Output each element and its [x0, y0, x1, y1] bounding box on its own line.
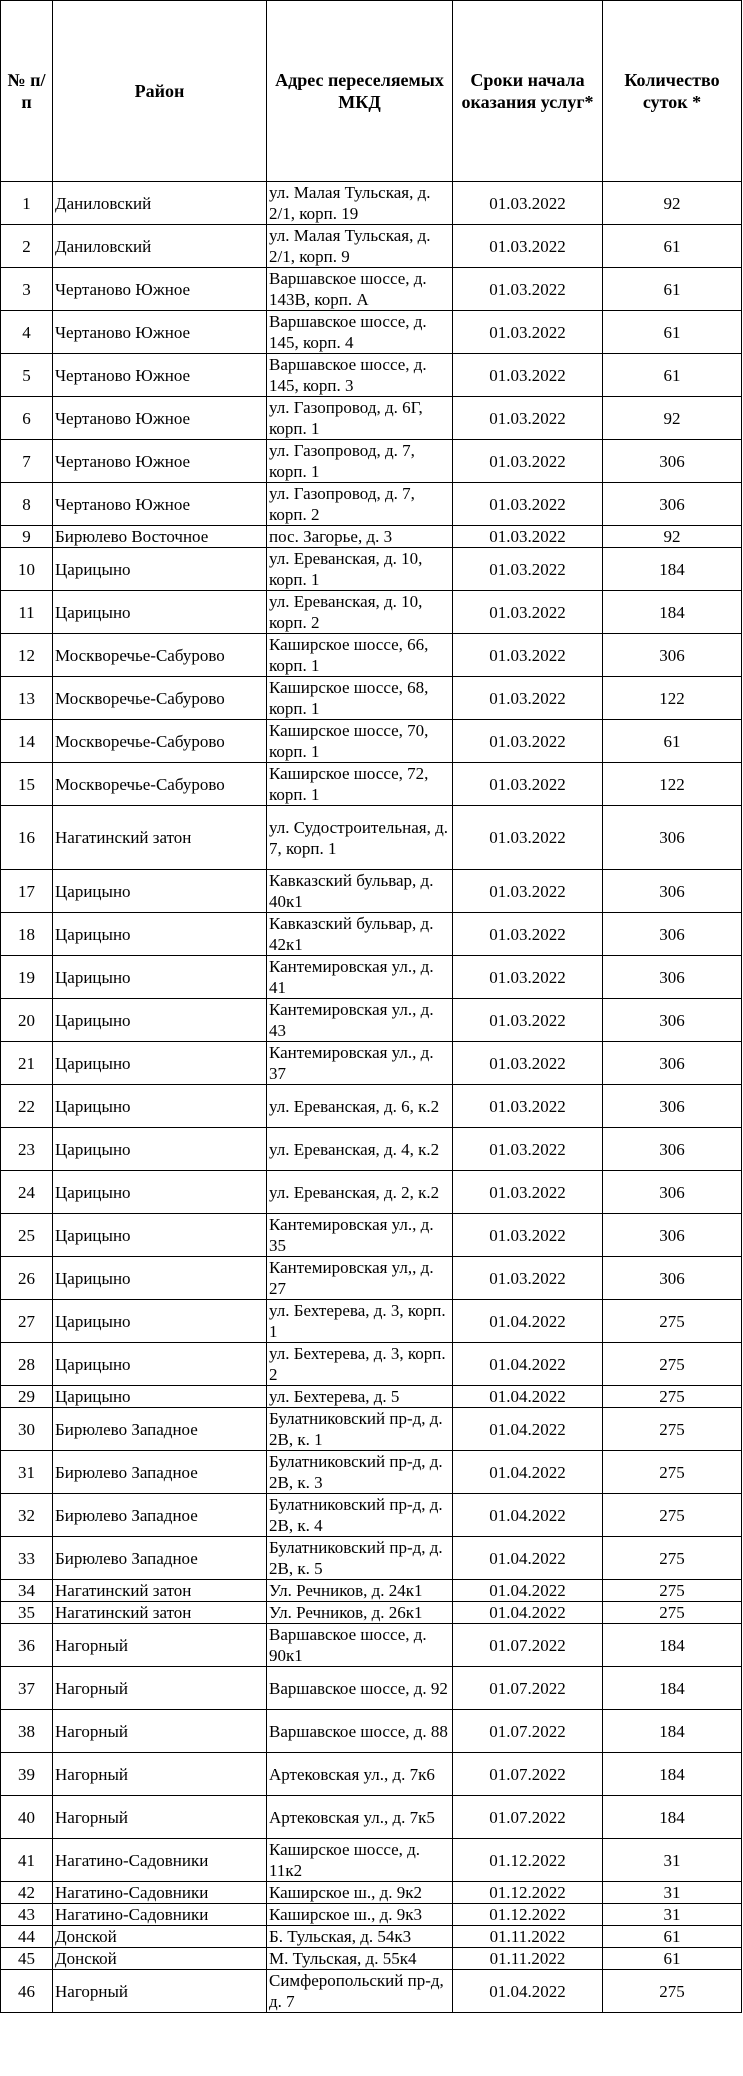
row-days: 31 [603, 1839, 742, 1882]
row-address: Булатниковский пр-д, д. 2В, к. 3 [267, 1451, 453, 1494]
row-start-date: 01.04.2022 [453, 1580, 603, 1602]
row-district: Царицыно [53, 913, 267, 956]
row-number: 6 [1, 397, 53, 440]
row-number: 40 [1, 1796, 53, 1839]
row-address: Симферопольский пр-д, д. 7 [267, 1970, 453, 2013]
row-number: 2 [1, 225, 53, 268]
row-district: Нагатино-Садовники [53, 1882, 267, 1904]
row-days: 61 [603, 1926, 742, 1948]
row-days: 306 [603, 956, 742, 999]
row-days: 306 [603, 1257, 742, 1300]
row-start-date: 01.11.2022 [453, 1926, 603, 1948]
row-address: пос. Загорье, д. 3 [267, 526, 453, 548]
row-address: Артековская ул., д. 7к5 [267, 1796, 453, 1839]
table-row [1, 1300, 742, 1343]
row-district: Москворечье-Сабурово [53, 677, 267, 720]
row-start-date: 01.04.2022 [453, 1602, 603, 1624]
row-number: 28 [1, 1343, 53, 1386]
row-district: Царицыно [53, 1042, 267, 1085]
row-address: ул. Ереванская, д. 10, корп. 1 [267, 548, 453, 591]
table-row [1, 1408, 742, 1451]
row-address: ул. Газопровод, д. 7, корп. 1 [267, 440, 453, 483]
row-address: Варшавское шоссе, д. 92 [267, 1667, 453, 1710]
row-start-date: 01.03.2022 [453, 526, 603, 548]
row-district: Нагатинский затон [53, 806, 267, 870]
row-number: 30 [1, 1408, 53, 1451]
row-start-date: 01.03.2022 [453, 440, 603, 483]
row-address: Каширское шоссе, 68, корп. 1 [267, 677, 453, 720]
row-number: 31 [1, 1451, 53, 1494]
row-number: 22 [1, 1085, 53, 1128]
row-days: 306 [603, 1214, 742, 1257]
row-days: 92 [603, 182, 742, 225]
row-number: 44 [1, 1926, 53, 1948]
row-start-date: 01.07.2022 [453, 1667, 603, 1710]
row-days: 61 [603, 720, 742, 763]
row-district: Нагорный [53, 1667, 267, 1710]
table-row [1, 1537, 742, 1580]
row-days: 275 [603, 1580, 742, 1602]
row-start-date: 01.04.2022 [453, 1343, 603, 1386]
row-district: Даниловский [53, 225, 267, 268]
table-row [1, 1904, 742, 1926]
row-days: 61 [603, 311, 742, 354]
row-district: Царицыно [53, 1128, 267, 1171]
row-district: Донской [53, 1948, 267, 1970]
row-district: Нагорный [53, 1970, 267, 2013]
table-row [1, 1386, 742, 1408]
row-number: 38 [1, 1710, 53, 1753]
row-address: ул. Ереванская, д. 10, корп. 2 [267, 591, 453, 634]
header-address: Адрес переселяемых МКД [267, 1, 453, 182]
row-district: Чертаново Южное [53, 311, 267, 354]
row-number: 7 [1, 440, 53, 483]
row-number: 20 [1, 999, 53, 1042]
row-address: Кантемировская ул., д. 43 [267, 999, 453, 1042]
table-row [1, 311, 742, 354]
row-start-date: 01.03.2022 [453, 591, 603, 634]
table-row [1, 1948, 742, 1970]
row-district: Чертаново Южное [53, 354, 267, 397]
row-address: Булатниковский пр-д, д. 2В, к. 1 [267, 1408, 453, 1451]
table-row [1, 1257, 742, 1300]
row-district: Нагорный [53, 1624, 267, 1667]
row-days: 275 [603, 1537, 742, 1580]
row-number: 46 [1, 1970, 53, 2013]
row-number: 42 [1, 1882, 53, 1904]
row-days: 61 [603, 225, 742, 268]
row-start-date: 01.03.2022 [453, 548, 603, 591]
row-district: Нагатинский затон [53, 1580, 267, 1602]
row-days: 306 [603, 1042, 742, 1085]
row-address: Каширское ш., д. 9к3 [267, 1904, 453, 1926]
row-district: Царицыно [53, 591, 267, 634]
row-district: Царицыно [53, 1085, 267, 1128]
header-days: Количество суток * [603, 1, 742, 182]
row-address: Каширское шоссе, 70, корп. 1 [267, 720, 453, 763]
row-address: ул. Малая Тульская, д. 2/1, корп. 19 [267, 182, 453, 225]
row-days: 275 [603, 1386, 742, 1408]
row-number: 41 [1, 1839, 53, 1882]
row-days: 31 [603, 1882, 742, 1904]
header-num: № п/п [1, 1, 53, 182]
row-number: 37 [1, 1667, 53, 1710]
row-days: 184 [603, 1710, 742, 1753]
row-start-date: 01.03.2022 [453, 1128, 603, 1171]
row-start-date: 01.04.2022 [453, 1537, 603, 1580]
table-row [1, 1171, 742, 1214]
row-address: М. Тульская, д. 55к4 [267, 1948, 453, 1970]
table-row [1, 526, 742, 548]
row-district: Чертаново Южное [53, 483, 267, 526]
row-address: Каширское ш., д. 9к2 [267, 1882, 453, 1904]
row-days: 275 [603, 1300, 742, 1343]
row-start-date: 01.07.2022 [453, 1753, 603, 1796]
table-row [1, 397, 742, 440]
row-district: Царицыно [53, 1171, 267, 1214]
row-number: 17 [1, 870, 53, 913]
row-number: 32 [1, 1494, 53, 1537]
row-days: 275 [603, 1451, 742, 1494]
row-district: Царицыно [53, 1343, 267, 1386]
row-address: Кантемировская ул., д. 35 [267, 1214, 453, 1257]
row-address: Булатниковский пр-д, д. 2В, к. 4 [267, 1494, 453, 1537]
row-start-date: 01.04.2022 [453, 1408, 603, 1451]
row-number: 26 [1, 1257, 53, 1300]
row-days: 275 [603, 1343, 742, 1386]
row-district: Донской [53, 1926, 267, 1948]
row-number: 15 [1, 763, 53, 806]
row-address: ул. Бехтерева, д. 3, корп. 1 [267, 1300, 453, 1343]
row-days: 61 [603, 1948, 742, 1970]
row-days: 61 [603, 268, 742, 311]
row-address: ул. Бехтерева, д. 5 [267, 1386, 453, 1408]
table-row [1, 548, 742, 591]
table-row [1, 1839, 742, 1882]
table-row [1, 634, 742, 677]
row-days: 184 [603, 548, 742, 591]
row-start-date: 01.11.2022 [453, 1948, 603, 1970]
header-district: Район [53, 1, 267, 182]
row-address: Кавказский бульвар, д. 42к1 [267, 913, 453, 956]
row-number: 13 [1, 677, 53, 720]
row-district: Чертаново Южное [53, 397, 267, 440]
row-days: 92 [603, 526, 742, 548]
row-days: 306 [603, 999, 742, 1042]
row-start-date: 01.03.2022 [453, 1257, 603, 1300]
table-row [1, 1128, 742, 1171]
row-start-date: 01.04.2022 [453, 1494, 603, 1537]
table-row [1, 1214, 742, 1257]
table-row [1, 720, 742, 763]
row-address: Каширское шоссе, 66, корп. 1 [267, 634, 453, 677]
row-days: 306 [603, 483, 742, 526]
row-district: Нагорный [53, 1710, 267, 1753]
row-start-date: 01.03.2022 [453, 913, 603, 956]
row-district: Царицыно [53, 1386, 267, 1408]
row-start-date: 01.03.2022 [453, 483, 603, 526]
row-days: 275 [603, 1970, 742, 2013]
row-number: 8 [1, 483, 53, 526]
row-start-date: 01.03.2022 [453, 806, 603, 870]
table-row [1, 182, 742, 225]
header-start-date: Сроки начала оказания услуг* [453, 1, 603, 182]
row-district: Нагатино-Садовники [53, 1904, 267, 1926]
row-district: Нагатинский затон [53, 1602, 267, 1624]
row-address: Кантемировская ул., д. 37 [267, 1042, 453, 1085]
row-number: 36 [1, 1624, 53, 1667]
row-district: Царицыно [53, 870, 267, 913]
row-district: Нагорный [53, 1753, 267, 1796]
row-address: ул. Бехтерева, д. 3, корп. 2 [267, 1343, 453, 1386]
table-row [1, 870, 742, 913]
row-address: Варшавское шоссе, д. 145, корп. 3 [267, 354, 453, 397]
row-district: Бирюлево Западное [53, 1494, 267, 1537]
row-number: 29 [1, 1386, 53, 1408]
row-number: 43 [1, 1904, 53, 1926]
row-district: Бирюлево Западное [53, 1408, 267, 1451]
row-start-date: 01.04.2022 [453, 1970, 603, 2013]
row-number: 45 [1, 1948, 53, 1970]
row-number: 33 [1, 1537, 53, 1580]
row-address: ул. Малая Тульская, д. 2/1, корп. 9 [267, 225, 453, 268]
row-start-date: 01.04.2022 [453, 1386, 603, 1408]
row-district: Царицыно [53, 956, 267, 999]
row-days: 306 [603, 1085, 742, 1128]
row-start-date: 01.07.2022 [453, 1624, 603, 1667]
row-address: ул. Ереванская, д. 6, к.2 [267, 1085, 453, 1128]
row-address: Артековская ул., д. 7к6 [267, 1753, 453, 1796]
row-number: 10 [1, 548, 53, 591]
row-number: 16 [1, 806, 53, 870]
row-district: Нагатино-Садовники [53, 1839, 267, 1882]
row-number: 5 [1, 354, 53, 397]
table-row [1, 1602, 742, 1624]
row-district: Даниловский [53, 182, 267, 225]
row-days: 306 [603, 806, 742, 870]
row-address: Варшавское шоссе, д. 88 [267, 1710, 453, 1753]
table-row [1, 1796, 742, 1839]
row-district: Бирюлево Западное [53, 1451, 267, 1494]
row-number: 34 [1, 1580, 53, 1602]
row-address: Булатниковский пр-д, д. 2В, к. 5 [267, 1537, 453, 1580]
row-number: 11 [1, 591, 53, 634]
row-address: Кантемировская ул., д. 41 [267, 956, 453, 999]
row-address: Каширское шоссе, 72, корп. 1 [267, 763, 453, 806]
row-start-date: 01.12.2022 [453, 1882, 603, 1904]
table-row [1, 913, 742, 956]
row-days: 306 [603, 440, 742, 483]
row-days: 184 [603, 1753, 742, 1796]
table-row [1, 1970, 742, 2013]
table-row [1, 1042, 742, 1085]
row-district: Царицыно [53, 1214, 267, 1257]
row-days: 92 [603, 397, 742, 440]
row-start-date: 01.07.2022 [453, 1796, 603, 1839]
table-row [1, 1710, 742, 1753]
row-days: 275 [603, 1602, 742, 1624]
row-number: 19 [1, 956, 53, 999]
row-days: 306 [603, 1128, 742, 1171]
row-address: Ул. Речников, д. 26к1 [267, 1602, 453, 1624]
row-start-date: 01.04.2022 [453, 1451, 603, 1494]
row-number: 12 [1, 634, 53, 677]
row-number: 23 [1, 1128, 53, 1171]
row-number: 35 [1, 1602, 53, 1624]
row-days: 61 [603, 354, 742, 397]
table-row [1, 483, 742, 526]
row-start-date: 01.12.2022 [453, 1904, 603, 1926]
row-number: 21 [1, 1042, 53, 1085]
table-body [1, 182, 742, 2013]
table-row [1, 956, 742, 999]
table-row [1, 440, 742, 483]
row-days: 275 [603, 1408, 742, 1451]
table-row [1, 354, 742, 397]
row-start-date: 01.03.2022 [453, 634, 603, 677]
row-address: Кантемировская ул,, д. 27 [267, 1257, 453, 1300]
table-row [1, 1753, 742, 1796]
row-start-date: 01.03.2022 [453, 225, 603, 268]
row-start-date: 01.07.2022 [453, 1710, 603, 1753]
row-start-date: 01.03.2022 [453, 182, 603, 225]
table-row [1, 268, 742, 311]
row-start-date: 01.03.2022 [453, 720, 603, 763]
table-row [1, 1624, 742, 1667]
row-number: 27 [1, 1300, 53, 1343]
row-address: Кавказский бульвар, д. 40к1 [267, 870, 453, 913]
row-district: Царицыно [53, 1257, 267, 1300]
row-start-date: 01.03.2022 [453, 1171, 603, 1214]
row-district: Москворечье-Сабурово [53, 634, 267, 677]
row-number: 4 [1, 311, 53, 354]
row-district: Царицыно [53, 1300, 267, 1343]
table-row [1, 1580, 742, 1602]
row-address: Варшавское шоссе, д. 143В, корп. А [267, 268, 453, 311]
row-days: 306 [603, 913, 742, 956]
table-row [1, 1882, 742, 1904]
row-address: ул. Ереванская, д. 4, к.2 [267, 1128, 453, 1171]
row-start-date: 01.12.2022 [453, 1839, 603, 1882]
row-start-date: 01.03.2022 [453, 354, 603, 397]
table-row [1, 763, 742, 806]
row-district: Чертаново Южное [53, 440, 267, 483]
row-number: 39 [1, 1753, 53, 1796]
row-days: 122 [603, 677, 742, 720]
row-number: 1 [1, 182, 53, 225]
table-row [1, 1494, 742, 1537]
row-address: Варшавское шоссе, д. 90к1 [267, 1624, 453, 1667]
row-address: ул. Газопровод, д. 6Г, корп. 1 [267, 397, 453, 440]
row-district: Чертаново Южное [53, 268, 267, 311]
table-row [1, 1667, 742, 1710]
row-address: Каширское шоссе, д. 11к2 [267, 1839, 453, 1882]
row-district: Бирюлево Восточное [53, 526, 267, 548]
table-row [1, 225, 742, 268]
row-days: 306 [603, 870, 742, 913]
row-number: 25 [1, 1214, 53, 1257]
row-district: Бирюлево Западное [53, 1537, 267, 1580]
row-district: Царицыно [53, 548, 267, 591]
row-start-date: 01.03.2022 [453, 268, 603, 311]
row-start-date: 01.03.2022 [453, 311, 603, 354]
row-start-date: 01.03.2022 [453, 999, 603, 1042]
row-days: 184 [603, 1667, 742, 1710]
row-district: Нагорный [53, 1796, 267, 1839]
row-days: 184 [603, 591, 742, 634]
row-start-date: 01.03.2022 [453, 1042, 603, 1085]
table-row [1, 806, 742, 870]
row-number: 9 [1, 526, 53, 548]
row-start-date: 01.03.2022 [453, 1085, 603, 1128]
table-row [1, 1085, 742, 1128]
row-days: 31 [603, 1904, 742, 1926]
row-days: 306 [603, 1171, 742, 1214]
table-row [1, 1343, 742, 1386]
table-row [1, 1926, 742, 1948]
table-row [1, 1451, 742, 1494]
table-row [1, 591, 742, 634]
row-start-date: 01.03.2022 [453, 763, 603, 806]
row-number: 14 [1, 720, 53, 763]
row-days: 275 [603, 1494, 742, 1537]
row-number: 24 [1, 1171, 53, 1214]
row-days: 306 [603, 634, 742, 677]
row-days: 122 [603, 763, 742, 806]
row-address: Б. Тульская, д. 54к3 [267, 1926, 453, 1948]
row-number: 18 [1, 913, 53, 956]
row-address: ул. Ереванская, д. 2, к.2 [267, 1171, 453, 1214]
row-start-date: 01.03.2022 [453, 397, 603, 440]
table-row [1, 999, 742, 1042]
row-start-date: 01.03.2022 [453, 677, 603, 720]
row-district: Царицыно [53, 999, 267, 1042]
row-address: ул. Газопровод, д. 7, корп. 2 [267, 483, 453, 526]
row-start-date: 01.03.2022 [453, 956, 603, 999]
row-district: Москворечье-Сабурово [53, 763, 267, 806]
row-address: Варшавское шоссе, д. 145, корп. 4 [267, 311, 453, 354]
table-header-row [1, 1, 742, 182]
row-address: Ул. Речников, д. 24к1 [267, 1580, 453, 1602]
row-start-date: 01.03.2022 [453, 1214, 603, 1257]
row-start-date: 01.04.2022 [453, 1300, 603, 1343]
row-days: 184 [603, 1624, 742, 1667]
table-row [1, 677, 742, 720]
row-number: 3 [1, 268, 53, 311]
row-address: ул. Судостроительная, д. 7, корп. 1 [267, 806, 453, 870]
row-start-date: 01.03.2022 [453, 870, 603, 913]
row-days: 184 [603, 1796, 742, 1839]
row-district: Москворечье-Сабурово [53, 720, 267, 763]
